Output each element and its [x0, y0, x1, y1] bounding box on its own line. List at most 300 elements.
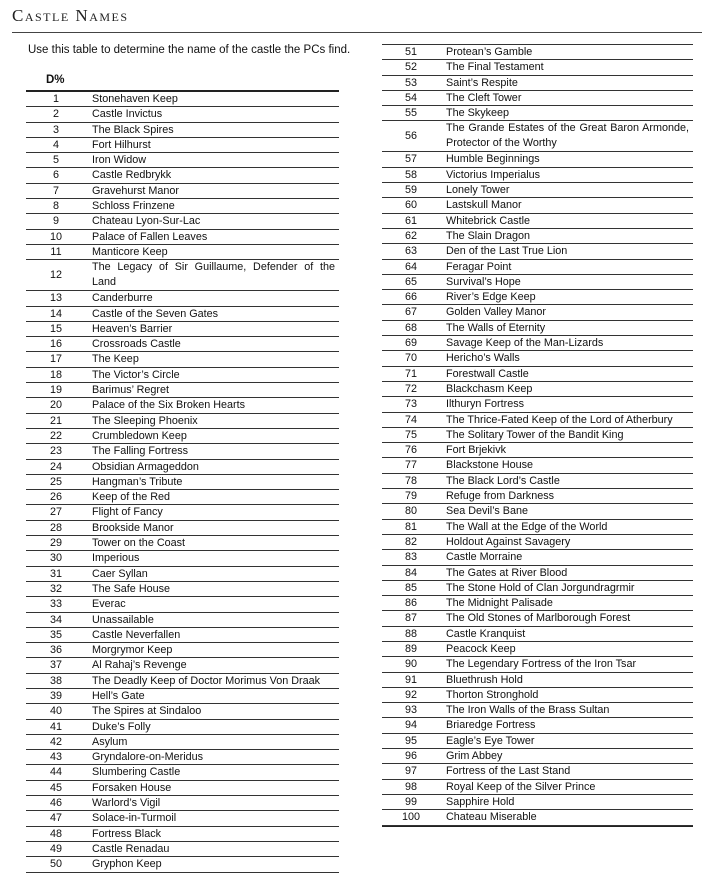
roll-number: 33 [49, 598, 62, 611]
castle-name: Brookside Manor [92, 521, 174, 534]
castle-name: Castle of the Seven Gates [92, 307, 219, 320]
castle-table-right [382, 44, 693, 827]
table-row [26, 475, 339, 490]
castle-name: The Deadly Keep of Doctor Morimus Von Draak [92, 674, 321, 687]
roll-number: 82 [404, 535, 417, 548]
table-row [382, 152, 693, 167]
roll-number: 20 [49, 399, 62, 412]
roll-number: 25 [49, 475, 62, 488]
castle-name: Fort Brjekivk [446, 444, 506, 457]
castle-name: Humble Beginnings [446, 153, 540, 166]
table-row [26, 368, 339, 383]
table-row [26, 444, 339, 459]
castle-name: The Old Stones of Marlborough Forest [446, 612, 631, 625]
castle-table-left [26, 90, 339, 873]
roll-number: 43 [49, 751, 62, 764]
castle-name: The Keep [92, 353, 139, 366]
table-row [26, 460, 339, 475]
table-row [382, 673, 693, 688]
castle-name: Duke’s Folly [92, 720, 151, 733]
castle-name: Royal Keep of the Silver Prince [446, 780, 596, 793]
table-row [382, 718, 693, 733]
table-row [26, 123, 339, 138]
castle-name: Forsaken House [92, 781, 172, 794]
table-row [382, 627, 693, 642]
table-row [382, 229, 693, 244]
castle-name: Sapphire Hold [446, 795, 515, 808]
table-row [26, 184, 339, 199]
table-row [26, 536, 339, 551]
roll-number: 3 [52, 123, 59, 136]
castle-name: The Skykeep [446, 107, 510, 120]
roll-number: 80 [404, 505, 417, 518]
table-row [26, 429, 339, 444]
table-row [26, 720, 339, 735]
table-row [382, 290, 693, 305]
roll-number: 54 [404, 91, 417, 104]
table-row [26, 567, 339, 582]
table-row [382, 106, 693, 121]
roll-number: 2 [52, 108, 59, 121]
castle-name: Ilthuryn Fortress [446, 398, 524, 411]
table-row [26, 199, 339, 214]
castle-name: Sea Devil’s Bane [446, 505, 529, 518]
roll-number: 11 [50, 245, 62, 258]
table-row [26, 750, 339, 765]
roll-number: 21 [49, 414, 62, 427]
roll-number: 39 [49, 689, 62, 702]
roll-number: 94 [404, 719, 417, 732]
table-row [26, 857, 339, 872]
castle-name: Peacock Keep [446, 642, 516, 655]
table-row [382, 382, 693, 397]
roll-number: 12 [49, 268, 62, 281]
castle-name: The Midnight Palisade [446, 597, 553, 610]
table-row [26, 414, 339, 429]
castle-name: The Sleeping Phoenix [92, 414, 198, 427]
roll-number: 16 [49, 338, 62, 351]
castle-name: The Iron Walls of the Brass Sultan [446, 704, 610, 717]
table-row [382, 810, 693, 825]
roll-number: 78 [404, 474, 417, 487]
roll-number: 23 [49, 445, 62, 458]
castle-name: Hell’s Gate [92, 689, 145, 702]
castle-name: Crossroads Castle [92, 338, 181, 351]
castle-name: Solace-in-Turmoil [92, 812, 177, 825]
intro-text: Use this table to determine the name of the castle the PCs find. [28, 44, 351, 56]
castle-name: Victorius Imperialus [446, 168, 541, 181]
castle-name: Grim Abbey [446, 750, 503, 763]
castle-name: Forestwall Castle [446, 367, 529, 380]
roll-number: 7 [52, 184, 59, 197]
castle-name: Heaven’s Barrier [92, 322, 173, 335]
roll-number: 74 [404, 413, 417, 426]
castle-name: Iron Widow [92, 154, 147, 167]
roll-number: 96 [404, 750, 417, 763]
castle-name: Slumbering Castle [92, 766, 181, 779]
column-header-dice: D% [46, 74, 65, 86]
roll-number: 70 [404, 352, 417, 365]
castle-name: The Safe House [92, 582, 171, 595]
roll-number: 72 [404, 382, 417, 395]
castle-name: Palace of Fallen Leaves [92, 230, 208, 243]
roll-number: 90 [404, 658, 417, 671]
castle-name: The Wall at the Edge of the World [446, 520, 608, 533]
roll-number: 38 [49, 674, 62, 687]
castle-name: Tower on the Coast [92, 537, 186, 550]
roll-number: 5 [52, 154, 59, 167]
table-row [26, 230, 339, 245]
table-row [26, 628, 339, 643]
castle-name: Castle Renadau [92, 842, 170, 855]
castle-name: Saint’s Respite [446, 76, 518, 89]
roll-number: 6 [52, 169, 59, 182]
table-row [382, 91, 693, 106]
roll-number: 56 [404, 129, 417, 142]
castle-name: The Grande Estates of the Great Baron Armonde, Protector of the Worthy [446, 122, 689, 150]
castle-name: Den of the Last True Lion [446, 245, 568, 258]
table-row [26, 827, 339, 842]
roll-number: 53 [404, 76, 417, 89]
roll-number: 26 [49, 491, 62, 504]
roll-number: 67 [404, 306, 417, 319]
castle-name: Eagle’s Eye Tower [446, 734, 535, 747]
castle-name: Manticore Keep [92, 245, 168, 258]
castle-name: Imperious [92, 552, 140, 565]
table-row [382, 703, 693, 718]
roll-number: 1 [52, 93, 59, 105]
table-row [382, 520, 693, 535]
castle-name: The Legendary Fortress of the Iron Tsar [446, 658, 637, 671]
table-row [26, 307, 339, 322]
table-row [382, 642, 693, 657]
table-row [382, 535, 693, 550]
castle-name: Holdout Against Savagery [446, 535, 571, 548]
table-row [382, 581, 693, 596]
castle-name: Morgrymor Keep [92, 644, 173, 657]
castle-name: River’s Edge Keep [446, 291, 536, 304]
roll-number: 9 [52, 215, 59, 228]
roll-number: 65 [404, 275, 417, 288]
roll-number: 84 [404, 566, 417, 579]
roll-number: 14 [49, 307, 62, 320]
castle-name: Castle Invictus [92, 108, 163, 121]
table-row [26, 765, 339, 780]
roll-number: 83 [404, 551, 417, 564]
roll-number: 37 [49, 659, 62, 672]
table-row [382, 566, 693, 581]
castle-name: Hangman’s Tribute [92, 475, 183, 488]
castle-name: Hericho’s Walls [446, 352, 520, 365]
table-row [382, 260, 693, 275]
castle-name: Savage Keep of the Man-Lizards [446, 337, 604, 350]
table-row [382, 458, 693, 473]
castle-name: Obsidian Armageddon [92, 460, 199, 473]
roll-number: 41 [49, 720, 62, 733]
roll-number: 34 [49, 613, 62, 626]
roll-number: 75 [404, 428, 417, 441]
roll-number: 62 [404, 229, 417, 242]
castle-name: Whitebrick Castle [446, 214, 530, 227]
castle-name: Barimus’ Regret [92, 384, 170, 397]
table-row [26, 92, 339, 107]
roll-number: 86 [404, 597, 417, 610]
table-row [26, 597, 339, 612]
castle-name: Castle Morraine [446, 551, 523, 564]
castle-name: The Cleft Tower [446, 91, 522, 104]
castle-name: Castle Neverfallen [92, 628, 181, 641]
roll-number: 58 [404, 168, 417, 181]
castle-name: Protean’s Gamble [446, 46, 533, 58]
table-row [26, 842, 339, 857]
castle-name: The Victor’s Circle [92, 368, 180, 381]
roll-number: 85 [404, 581, 417, 594]
table-row [26, 337, 339, 352]
roll-number: 55 [404, 107, 417, 120]
table-row [382, 611, 693, 626]
table-row [26, 168, 339, 183]
table-row [26, 214, 339, 229]
castle-name: The Legacy of Sir Guillaume, Defender of the Land [92, 261, 335, 289]
castle-name: The Final Testament [446, 61, 544, 74]
castle-name: Stonehaven Keep [92, 93, 178, 105]
table-row [26, 582, 339, 597]
table-row [382, 474, 693, 489]
roll-number: 89 [404, 642, 417, 655]
table-row [26, 322, 339, 337]
roll-number: 68 [404, 321, 417, 334]
roll-number: 40 [49, 705, 62, 718]
table-row [26, 138, 339, 153]
roll-number: 22 [49, 429, 62, 442]
table-row [382, 596, 693, 611]
roll-number: 8 [52, 200, 59, 213]
table-row [26, 796, 339, 811]
table-row [26, 735, 339, 750]
roll-number: 64 [404, 260, 417, 273]
table-row [382, 397, 693, 412]
castle-name: Everac [92, 598, 126, 611]
table-row [382, 428, 693, 443]
roll-number: 95 [404, 734, 417, 747]
roll-number: 46 [49, 797, 62, 810]
roll-number: 93 [404, 704, 417, 717]
roll-number: 79 [404, 490, 417, 503]
castle-name: Palace of the Six Broken Hearts [92, 399, 246, 412]
castle-name: Thorton Stronghold [446, 688, 539, 701]
table-row [26, 704, 339, 719]
roll-number: 59 [404, 184, 417, 197]
roll-number: 15 [49, 322, 62, 335]
castle-name: Gryndalore-on-Meridus [92, 751, 204, 764]
table-row [26, 291, 339, 306]
table-row [382, 244, 693, 259]
roll-number: 35 [49, 628, 62, 641]
castle-name: Castle Kranquist [446, 627, 526, 640]
roll-number: 36 [49, 644, 62, 657]
table-row [382, 44, 693, 60]
table-row [26, 781, 339, 796]
roll-number: 100 [401, 811, 420, 824]
table-row [26, 811, 339, 826]
table-row [26, 153, 339, 168]
roll-number: 57 [404, 153, 417, 166]
roll-number: 81 [404, 520, 417, 533]
castle-name: Blackchasm Keep [446, 382, 533, 395]
table-row [382, 795, 693, 810]
roll-number: 73 [404, 398, 417, 411]
castle-name: The Gates at River Blood [446, 566, 568, 579]
roll-number: 99 [404, 795, 417, 808]
table-row [26, 521, 339, 536]
table-row [382, 780, 693, 795]
castle-name: Bluethrush Hold [446, 673, 523, 686]
roll-number: 10 [49, 230, 62, 243]
table-row [26, 383, 339, 398]
table-row [26, 490, 339, 505]
castle-name: Schloss Frinzene [92, 200, 175, 213]
table-row [382, 351, 693, 366]
castle-name: Flight of Fancy [92, 506, 163, 519]
castle-name: Unassailable [92, 613, 154, 626]
table-row [382, 550, 693, 565]
castle-name: Lonely Tower [446, 184, 510, 197]
table-row [382, 367, 693, 382]
castle-name: Refuge from Darkness [446, 490, 555, 503]
castle-name: Chateau Miserable [446, 811, 537, 824]
table-row [26, 613, 339, 628]
roll-number: 44 [49, 766, 62, 779]
roll-number: 91 [404, 673, 417, 686]
roll-number: 88 [404, 627, 417, 640]
castle-name: Chateau Lyon-Sur-Lac [92, 215, 201, 228]
roll-number: 92 [404, 688, 417, 701]
castle-name: The Stone Hold of Clan Jorgundragrmir [446, 581, 635, 594]
castle-name: Fort Hilhurst [92, 138, 151, 151]
roll-number: 49 [49, 842, 62, 855]
table-row [382, 76, 693, 91]
table-row [26, 551, 339, 566]
title-divider [12, 32, 702, 33]
roll-number: 69 [404, 337, 417, 350]
table-row [382, 198, 693, 213]
castle-name: The Falling Fortress [92, 445, 189, 458]
roll-number: 30 [49, 552, 62, 565]
castle-name: Caer Syllan [92, 567, 148, 580]
roll-number: 32 [49, 582, 62, 595]
castle-name: Fortress Black [92, 827, 161, 840]
roll-number: 50 [49, 858, 62, 871]
roll-number: 4 [52, 138, 59, 151]
table-row [382, 688, 693, 703]
castle-name: The Black Spires [92, 123, 174, 136]
table-row [26, 674, 339, 689]
table-row [26, 352, 339, 367]
castle-name: Keep of the Red [92, 491, 171, 504]
castle-name: The Spires at Sindaloo [92, 705, 202, 718]
table-row [382, 214, 693, 229]
castle-name: Al Rahaj’s Revenge [92, 659, 187, 672]
roll-number: 45 [49, 781, 62, 794]
table-row [382, 305, 693, 320]
castle-name: The Solitary Tower of the Bandit King [446, 428, 624, 441]
roll-number: 24 [49, 460, 62, 473]
roll-number: 97 [404, 765, 417, 778]
castle-name: The Thrice-Fated Keep of the Lord of Atherbury [446, 413, 673, 426]
castle-name: The Black Lord’s Castle [446, 474, 560, 487]
roll-number: 13 [49, 292, 62, 305]
roll-number: 66 [404, 291, 417, 304]
castle-name: Warlord’s Vigil [92, 797, 161, 810]
table-row [382, 657, 693, 672]
table-row [26, 245, 339, 260]
castle-name: Canderburre [92, 292, 153, 305]
table-row [382, 60, 693, 75]
table-row [26, 658, 339, 673]
castle-name: The Walls of Eternity [446, 321, 546, 334]
roll-number: 77 [404, 459, 417, 472]
table-row [382, 749, 693, 764]
table-row [382, 489, 693, 504]
roll-number: 27 [49, 506, 62, 519]
castle-name: The Slain Dragon [446, 229, 531, 242]
table-row [382, 764, 693, 779]
table-row [382, 168, 693, 183]
roll-number: 28 [49, 521, 62, 534]
roll-number: 76 [404, 444, 417, 457]
roll-number: 52 [404, 61, 417, 74]
table-row [26, 505, 339, 520]
roll-number: 87 [404, 612, 417, 625]
castle-name: Asylum [92, 735, 128, 748]
castle-name: Fortress of the Last Stand [446, 765, 571, 778]
roll-number: 18 [49, 368, 62, 381]
castle-name: Crumbledown Keep [92, 429, 187, 442]
table-row [382, 443, 693, 458]
table-row [382, 275, 693, 290]
table-row [382, 504, 693, 519]
table-row [26, 689, 339, 704]
castle-name: Lastskull Manor [446, 199, 522, 212]
table-row [26, 260, 339, 291]
castle-name: Feragar Point [446, 260, 512, 273]
roll-number: 19 [49, 384, 62, 397]
table-row [382, 183, 693, 198]
castle-name: Golden Valley Manor [446, 306, 547, 319]
roll-number: 51 [404, 46, 417, 58]
roll-number: 48 [49, 827, 62, 840]
page-title: Castle Names [12, 6, 129, 25]
table-row [26, 107, 339, 122]
castle-name: Survival’s Hope [446, 275, 521, 288]
table-row [26, 643, 339, 658]
castle-name: Gravehurst Manor [92, 184, 180, 197]
castle-name: Gryphon Keep [92, 858, 162, 871]
roll-number: 63 [404, 245, 417, 258]
roll-number: 29 [49, 537, 62, 550]
table-row [382, 413, 693, 428]
roll-number: 98 [404, 780, 417, 793]
table-row [382, 734, 693, 749]
castle-name: Castle Redbrykk [92, 169, 172, 182]
castle-name: Briaredge Fortress [446, 719, 536, 732]
roll-number: 60 [404, 199, 417, 212]
castle-name: Blackstone House [446, 459, 534, 472]
table-row [382, 321, 693, 336]
roll-number: 71 [404, 367, 417, 380]
roll-number: 17 [49, 353, 62, 366]
roll-number: 61 [404, 214, 417, 227]
